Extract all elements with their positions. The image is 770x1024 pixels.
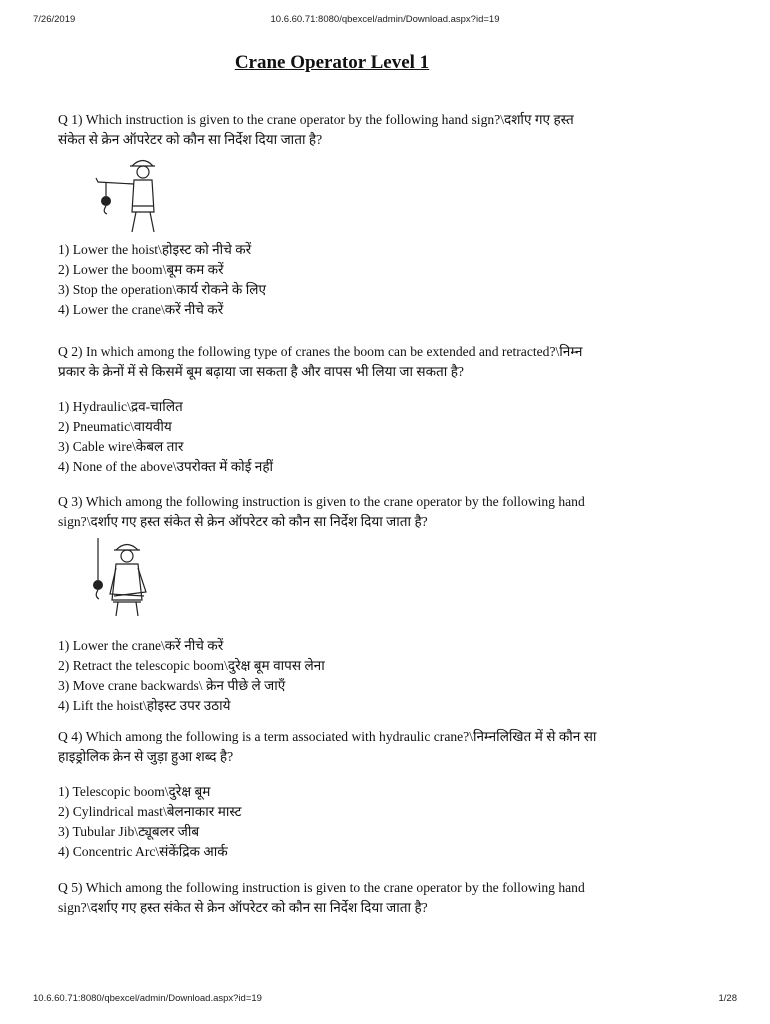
option-4: 4) Concentric Arc\संकेंद्रिक आर्क bbox=[58, 844, 228, 859]
option-1: 1) Hydraulic\द्रव-चालित bbox=[58, 399, 183, 414]
option-1: 1) Telescopic boom\दुरेक्ष बूम bbox=[58, 784, 211, 799]
question-text: Q 2) In which among the following type of cranes the boom can be extended and retracted?\निम्न प्रकार के क्रेनों में से किसमें बूम बढ़ाया जा सकता है और वापस भी लिया जा सकता है? bbox=[58, 344, 583, 379]
question-1 bbox=[58, 110, 603, 320]
question-text: Q 1) Which instruction is given to the crane operator by the following hand sign?\दर्शाए गए हस्त संकेत से क्रेन ऑपरेटर को कौन सा निर्देश दिया जाता है? bbox=[58, 112, 574, 147]
print-url: 10.6.60.71:8080/qbexcel/admin/Download.aspx?id=19 bbox=[270, 14, 500, 25]
option-3: 3) Tubular Jib\ट्यूबलर जीब bbox=[58, 824, 200, 839]
question-4 bbox=[58, 727, 603, 862]
question-text: Q 5) Which among the following instruction is given to the crane operator by the following hand sign?\दर्शाए गए हस्त संकेत से क्रेन ऑपरेटर को कौन सा निर्देश दिया जाता है? bbox=[58, 880, 585, 915]
option-3: 3) Move crane backwards\ क्रेन पीछे ले जाएँ bbox=[58, 678, 286, 693]
option-2: 2) Pneumatic\वायवीय bbox=[58, 419, 172, 434]
options-list bbox=[58, 782, 603, 862]
hand-signal-figure bbox=[58, 154, 168, 232]
option-2: 2) Cylindrical mast\बेलनाकार मास्ट bbox=[58, 804, 242, 819]
option-1: 1) Lower the crane\करें नीचे करें bbox=[58, 638, 224, 653]
question-text: Q 3) Which among the following instruction is given to the crane operator by the following hand sign?\दर्शाए गए हस्त संकेत से क्रेन ऑपरेटर को कौन सा निर्देश दिया जाता है? bbox=[58, 494, 585, 529]
option-1: 1) Lower the hoist\होइस्ट को नीचे करें bbox=[58, 242, 252, 257]
question-text: Q 4) Which among the following is a term associated with hydraulic crane?\निम्नलिखित में से कौन सा हाइड्रोलिक क्रेन से जुड़ा हुआ शब्द है? bbox=[58, 729, 597, 764]
question-3 bbox=[58, 492, 603, 716]
footer-url: 10.6.60.71:8080/qbexcel/admin/Download.aspx?id=19 bbox=[33, 993, 262, 1004]
options-list bbox=[58, 636, 603, 716]
option-3: 3) Stop the operation\कार्य रोकने के लिए bbox=[58, 282, 266, 297]
options-list bbox=[58, 240, 603, 320]
option-4: 4) Lower the crane\करें नीचे करें bbox=[58, 302, 224, 317]
print-date: 7/26/2019 bbox=[33, 14, 76, 25]
page-number: 1/28 bbox=[718, 993, 737, 1004]
hand-signal-figure bbox=[58, 536, 158, 616]
option-2: 2) Lower the boom\बूम कम करें bbox=[58, 262, 224, 277]
question-2 bbox=[58, 342, 603, 477]
options-list bbox=[58, 397, 603, 477]
option-4: 4) Lift the hoist\होइस्ट उपर उठाये bbox=[58, 698, 231, 713]
option-4: 4) None of the above\उपरोक्त में कोई नहीं bbox=[58, 459, 274, 474]
option-3: 3) Cable wire\केबल तार bbox=[58, 439, 184, 454]
question-5 bbox=[58, 878, 603, 918]
page-title: Crane Operator Level 1 bbox=[234, 52, 430, 73]
option-2: 2) Retract the telescopic boom\दुरेक्ष बूम वापस लेना bbox=[58, 658, 325, 673]
